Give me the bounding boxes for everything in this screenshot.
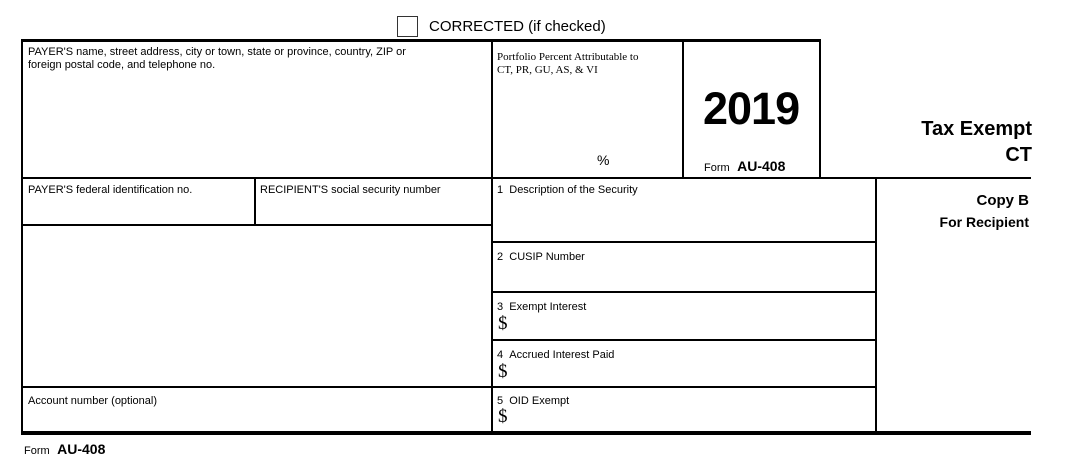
copy-for-recipient: For Recipient <box>939 214 1029 230</box>
footer-form-label: Form AU-408 <box>24 441 106 457</box>
copy-label: Copy B <box>976 192 1029 209</box>
form-border-top <box>21 39 821 42</box>
box2-label: 2 CUSIP Number <box>497 251 585 263</box>
box4-label: 4 Accrued Interest Paid <box>497 349 615 361</box>
form-border-bottom <box>21 431 1031 435</box>
box4-accrued-interest-field[interactable] <box>514 364 869 384</box>
divider-payerid-ssn <box>254 178 256 226</box>
row-line-box2 <box>491 291 877 293</box>
row-line-top-section <box>21 177 1031 179</box>
box5-oid-exempt-field[interactable] <box>514 409 869 429</box>
row-line-ids <box>21 224 493 226</box>
portfolio-percent-field[interactable] <box>520 150 590 170</box>
row-line-box3 <box>491 339 877 341</box>
form-year: 2019 <box>703 83 800 134</box>
account-number-field[interactable] <box>26 410 488 428</box>
row-line-box4 <box>21 386 877 388</box>
form-label-top: Form AU-408 <box>704 158 786 174</box>
box3-dollar-sign: $ <box>498 313 508 334</box>
box3-label: 3 Exempt Interest <box>497 301 587 313</box>
recipient-ssn-field[interactable] <box>258 200 488 220</box>
form-border-left <box>21 39 23 434</box>
row-line-box1 <box>491 241 877 243</box>
box5-dollar-sign: $ <box>498 406 508 427</box>
box2-cusip-field[interactable] <box>497 267 869 287</box>
payer-federal-id-field[interactable] <box>26 200 250 220</box>
percent-symbol: % <box>597 152 610 168</box>
divider-year-right <box>819 39 821 179</box>
corrected-label: CORRECTED (if checked) <box>429 18 606 35</box>
payer-name-label: PAYER'S name, street address, city or town, state or province, country, ZIP or foreign postal code, and telephone no. <box>28 46 406 71</box>
divider-main-vertical <box>491 39 493 435</box>
recipient-ssn-label: RECIPIENT'S social security number <box>260 184 441 196</box>
portfolio-percent-label: Portfolio Percent Attributable to CT, PR, GU, AS, & VI <box>497 51 639 76</box>
form-title: Tax Exempt CT <box>921 118 1032 166</box>
divider-portfolio-year <box>682 39 684 179</box>
payer-name-field[interactable] <box>26 76 486 172</box>
box1-description-field[interactable] <box>497 206 869 236</box>
box3-exempt-interest-field[interactable] <box>514 316 869 336</box>
payer-federal-id-label: PAYER'S federal identification no. <box>28 184 193 196</box>
divider-boxes-right <box>875 178 877 435</box>
account-number-label: Account number (optional) <box>28 395 158 407</box>
corrected-checkbox[interactable] <box>397 16 418 37</box>
box5-label: 5 OID Exempt <box>497 395 570 407</box>
recipient-name-address-field[interactable] <box>26 230 488 382</box>
box4-dollar-sign: $ <box>498 361 508 382</box>
box1-label: 1 Description of the Security <box>497 184 638 196</box>
